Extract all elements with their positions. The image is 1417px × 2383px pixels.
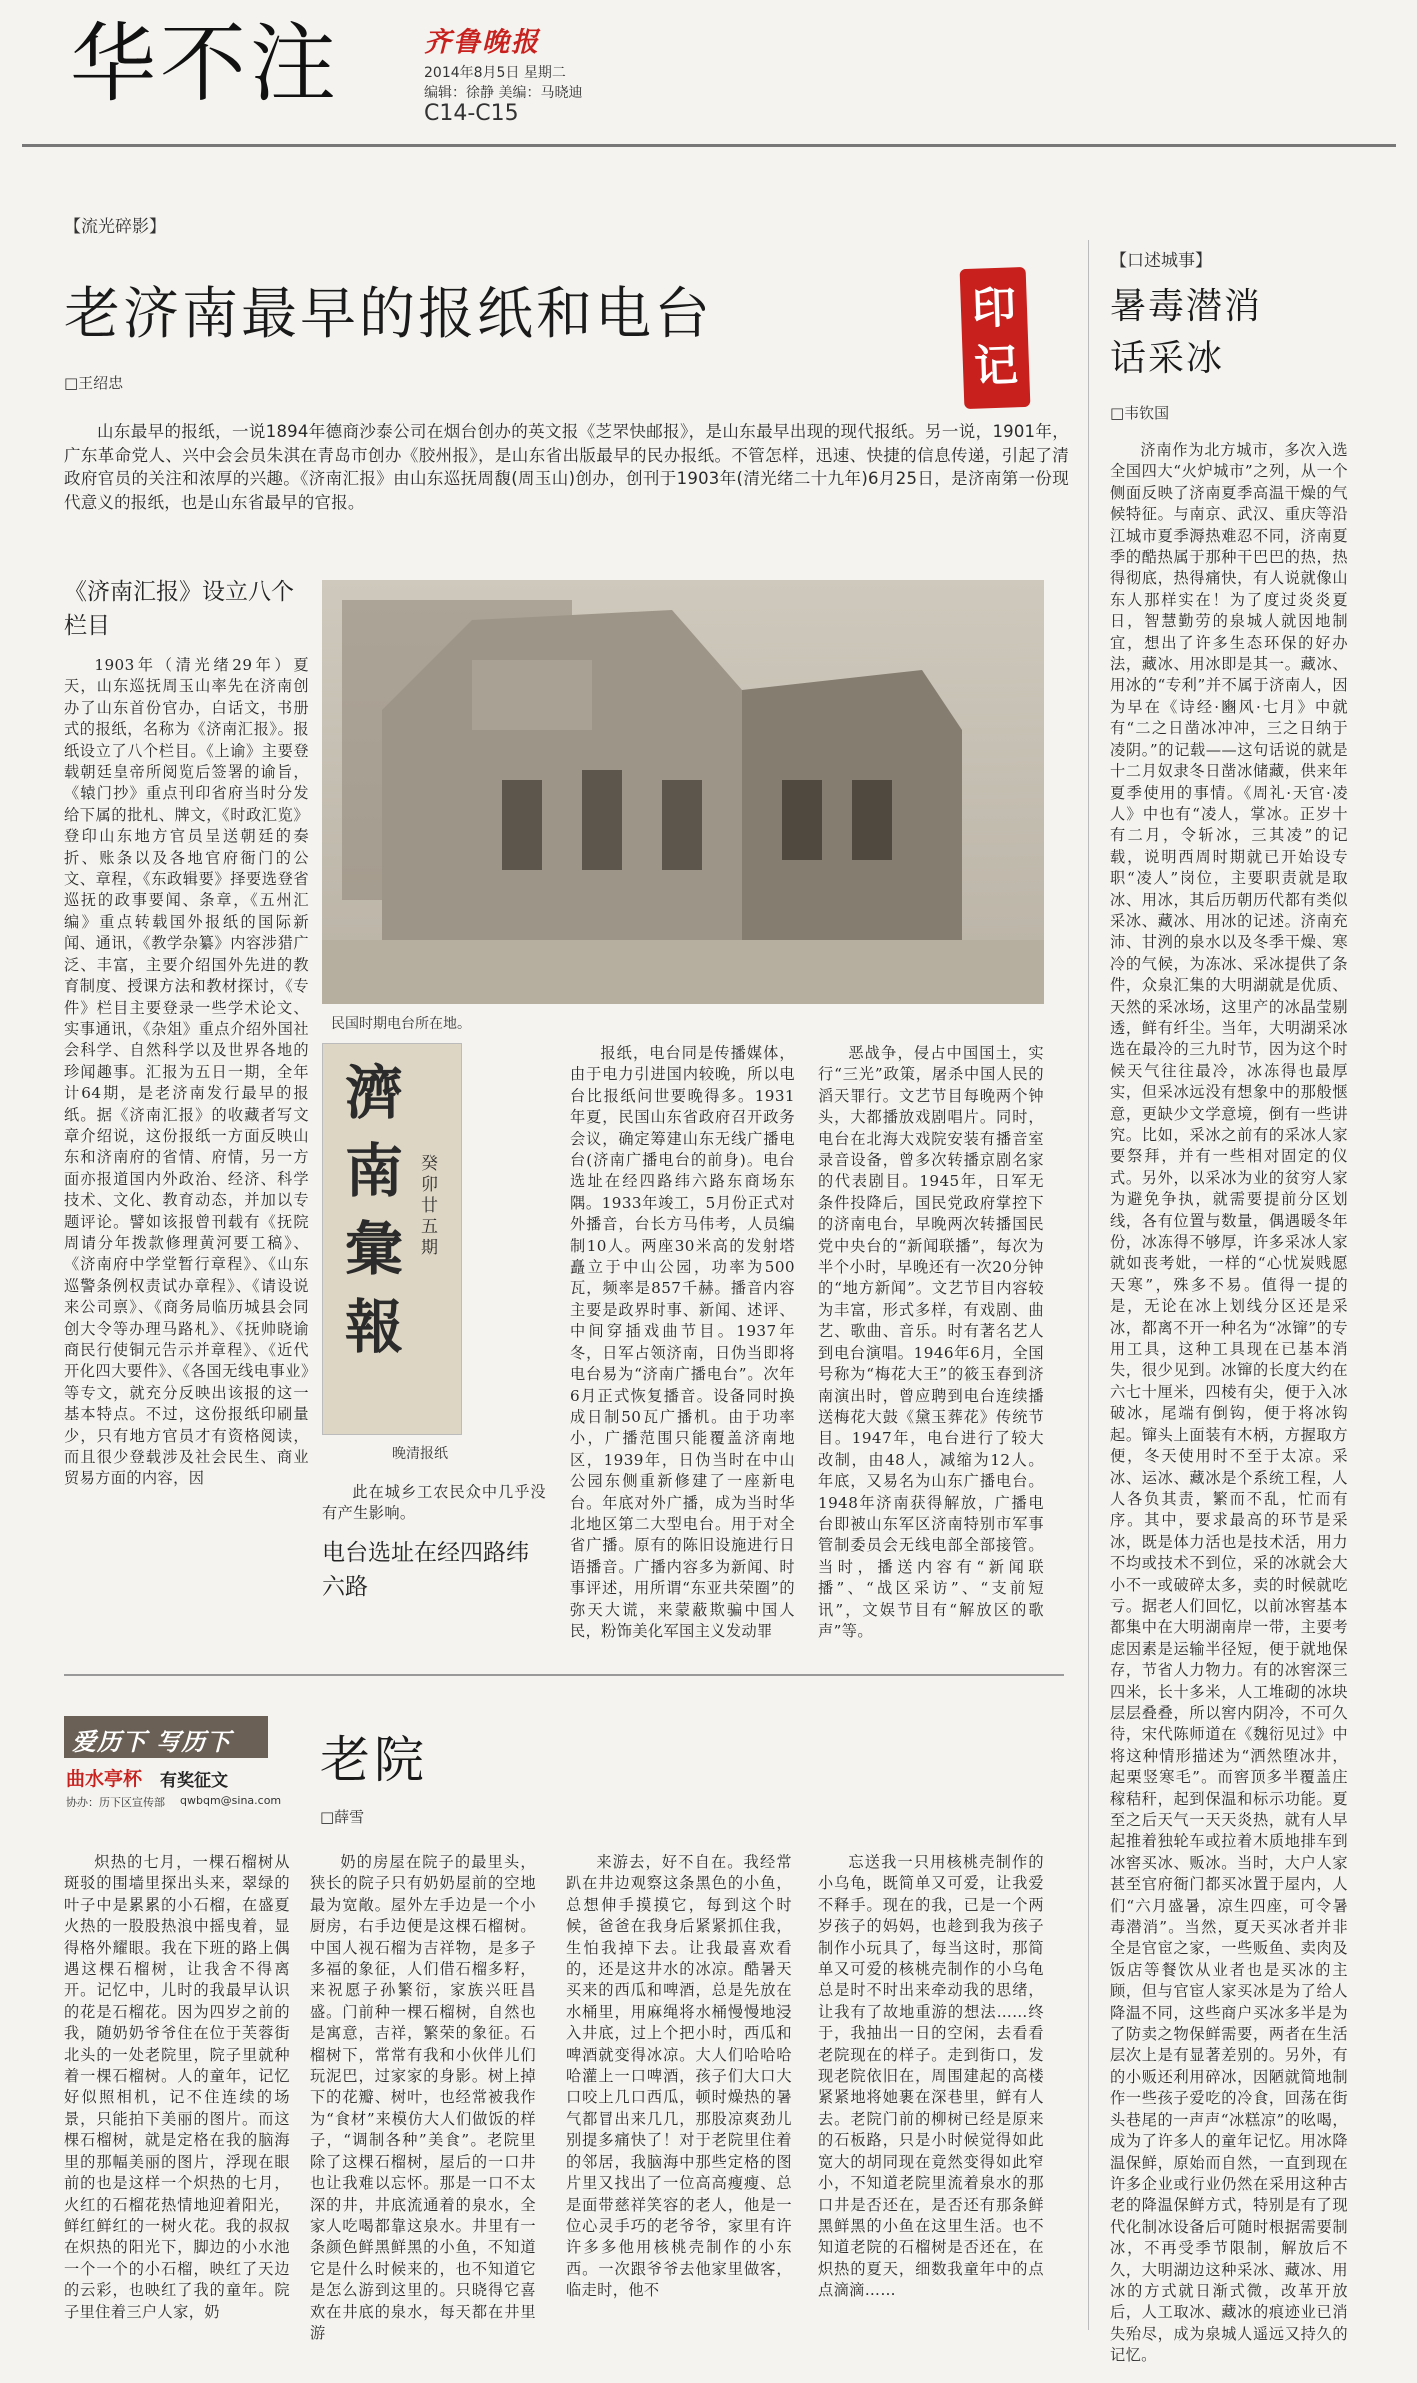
newspaper-photo bbox=[322, 1043, 462, 1435]
issue-date: 2014年8月5日 星期二 bbox=[424, 65, 566, 81]
article3-title: 老院 bbox=[320, 1731, 428, 1789]
contest-organizer: 协办：历下区宣传部 bbox=[66, 1796, 165, 1809]
article3-author: □薛雪 bbox=[320, 1808, 365, 1826]
article3-col3: 来游去，好不自在。我经常趴在井边观察这条黑色的小鱼，总想伸手摸摸它，每到这个时候，爸爸在我身后紧紧抓住我，生怕我掉下去。让我最喜欢看的，还是这井水的冰凉。酷暑天买来的西瓜和啤酒，总是先放在水桶里，用麻绳将水桶慢慢地浸入井底，过上个把小时，西瓜和啤酒就变得冰凉。大人们哈哈哈哈灌上一口啤酒，孩子们大口大口咬上几口西瓜，顿时燥热的暑气都冒出来几几，那股凉爽劲儿别提多痛快了！对于老院里住着的邻居，我脑海中那些定格的图片里又找出了一位高高瘦瘦、总是面带慈祥笑容的老人，他是一位心灵手巧的老爷爷，家里有许许多多他用核桃壳制作的小东西。一次跟爷爷去他家里做客，临走时，他不 bbox=[566, 1853, 792, 2300]
article2-body: 济南作为北方城市，多次入选全国四大“火炉城市”之列，从一个侧面反映了济南夏季高温干燥的气候特征。与南京、武汉、重庆等沿江城市夏季溽热难忍不同，济南夏季的酷热属于那种干巴巴的热，热得彻底，热得痛快，有人说就像山东人那样实在！为了度过炎炎夏日，智慧勤劳的泉城人就因地制宜，想出了许多生态环保的好办法，藏冰、用冰即是其一。藏冰、用冰的“专利”并不属于济南人，因为早在《诗经·豳风·七月》中就有“二之日凿冰冲冲，三之日纳于凌阴。”的记载——这句话说的就是十二月奴隶冬日凿冰储藏，供来年夏季使用的事情。《周礼·天官·凌人》中也有“凌人，掌冰。正岁十有二月，令斩冰，三其凌”的记载，说明西周时期就已开始设专职“凌人”岗位，主要职责就是取冰、用冰，其后历朝历代都有类似采冰、藏冰、用冰的记述。济南充沛、甘洌的泉水以及冬季干燥、寒冷的气候，为冻冰、采冰提供了条件，众泉汇集的大明湖就是优质、天然的采冰场，这里产的冰晶莹剔透，鲜有纤尘。当年，大明湖采冰选在最冷的三九时节，因为这个时候天气往往最冷，冰冻得也最厚实，但采冰远没有想象中的那般惬意，更缺少文学意境，倒有一些讲究。比如，采冰之前有的采冰人家要祭拜，并有一些相对固定的仪式。另外，以采冰为业的贫穷人家为避免争执，就需要提前分区划线，各有位置与数量，偶遇暖冬年份，冰冻得不够厚，许多采冰人家就如丧考妣，一样的“心忧炭贱愿天寒”，殊多不易。值得一提的是，无论在冰上划线分区还是采冰，都离不开一种名为“冰镩”的专用工具，这种工具现在已基本消失，很少见到。冰镩的长度大约在六七十厘米，四棱有尖，便于入冰破冰，尾端有倒钩，便于将冰钩起。镩头上面装有木柄，方握取方便，冬天使用时不至于太凉。采冰、运冰、藏冰是个系统工程，人人各负其责，繁而不乱，忙而有序。其中，要求最高的环节是采冰，既是体力活也是技术活，用力不均或技术不到位，采的冰就会大小不一或破碎太多，卖的时候就吃亏。据老人们回忆，以前冰窖基本都集中在大明湖南岸一带，主要考虑因素是运输半径短，便于就地保存，节省人力物力。有的冰窖深三四米，长十多米，人工堆砌的冰块层层叠叠，所以窖内阴冷，不可久待，宋代陈师道在《魏衍见过》中将这种情形描述为“洒然堕冰井，起栗竖寒毛”。而窖顶多半覆盖庄稼秸秆，起到保温和标示功能。夏至之后天气一天天炎热，就有人早起推着独轮车或拉着木质地排车到冰窖买冰、贩冰。当时，大户人家甚至官府衙门都买冰置于屋内，人们“六月盛暑，凉生四座，可令暑毒潜消”。当然，夏天买冰者并非全是官宦之家，一些贩鱼、卖肉及饭店等餐饮从业者也是买冰的主顾，但与官宦人家买冰是为了给人降温不同，这些商户买冰多半是为了防卖之物保鲜需要，两者在生活层次上是有显著差别的。另外，有的小贩还利用碎冰，因陋就简地制作一些孩子爱吃的冷食，回荡在街头巷尾的一声声“冰糕凉”的吆喝，成为了许多人的童年记忆。用冰降温保鲜，原始而自然，一直到现在许多企业或行业仍然在采用这种古老的降温保鲜方式，特别是有了现代化制冰设备后可随时根据需要制冰，不再受季节限制，解放后不久，大明湖边这种采冰、藏冰、用冰的方式就日渐式微，改革开放后，人工取冰、藏冰的痕迹业已消失殆尽，成为泉城人遥远又持久的记忆。 bbox=[1110, 441, 1348, 2365]
article1-tag: 【流光碎影】 bbox=[64, 217, 166, 237]
seal-char-2: 记 bbox=[973, 340, 1019, 393]
photo2-caption: 晚清报纸 bbox=[392, 1446, 448, 1462]
photo1-caption: 民国时期电台所在地。 bbox=[331, 1016, 471, 1032]
editor-credits: 编辑：徐静 美编：马晓迪 bbox=[424, 85, 583, 101]
article1-col1: 1903年（清光绪29年）夏天，山东巡抚周玉山率先在济南创办了山东首份官办，白话文，书册式的报纸，名称为《济南汇报》。报纸设立了八个栏目。《上谕》主要登载朝廷皇帝所阅览后签署的谕旨，《辕门抄》重点刊印省府当时分发给下属的批札、牌文，《时政汇览》登印山东地方官员呈送朝廷的奏折、账条以及各地官府衙门的公文、章程，《东政辑要》择要选登省巡抚的政事要闻、条章，《五州汇编》重点转载国外报纸的国际新闻、通讯，《教学杂纂》内容涉猎广泛、丰富，主要介绍国外先进的教育制度、授课方法和教材探讨，《专件》栏目主要登录一些学术论文、实事通讯，《杂俎》重点介绍外国社会科学、自然科学以及世界各地的珍闻趣事。汇报为五日一期，全年计64期，是老济南发行最早的报纸。据《济南汇报》的收藏者写文章介绍说，这份报纸一方面反映山东和济南府的省情、府情，另一方面亦报道国内外政治、经济、科学技术、文化、教育动态，并加以专题评论。譬如该报曾刊载有《抚院周请分年拨款修理黄河要工稿》、《济南府中学堂暂行章程》、《山东巡警条例权责试办章程》、《请设说来公司禀》、《商务局临历城县会同创大令等办理马路札》、《抚帅晓谕商民行使铜元告示并章程》、《近代开化四大要件》、《各国无线电事业》等专文，就充分反映出该报的这一基本特点。不过，这份报纸印刷量少，只有地方官员才有资格阅读，而且很少登载涉及社会民生、商业贸易方面的内容，因 bbox=[64, 656, 309, 1488]
section-rule bbox=[64, 1674, 1064, 1676]
paper-logo: 齐鲁晚报 bbox=[424, 27, 540, 58]
contest-subtitle: 有奖征文 bbox=[160, 1771, 228, 1791]
page-range: C14-C15 bbox=[424, 101, 519, 126]
radio-station-photo bbox=[322, 580, 1044, 1004]
article2-title-line2: 话采冰 bbox=[1110, 338, 1225, 379]
article1-subhead1: 《济南汇报》设立八个栏目 bbox=[64, 579, 294, 639]
article2-author: □韦钦国 bbox=[1110, 404, 1170, 422]
article1-author: □王绍忠 bbox=[64, 374, 124, 392]
contest-banner bbox=[64, 1716, 268, 1758]
contest-email[interactable]: qwbqm@sina.com bbox=[180, 1794, 282, 1807]
newspaper-cover-issue: 癸卯廿五期 bbox=[421, 1154, 438, 1258]
article1-col2a: 此在城乡工农民众中几乎没有产生影响。 bbox=[322, 1483, 546, 1523]
article2-tag: 【口述城事】 bbox=[1110, 251, 1212, 271]
building-illustration bbox=[322, 580, 1044, 1004]
section-title: 华不注 bbox=[70, 14, 340, 114]
masthead bbox=[0, 0, 1417, 145]
article1-subhead2: 电台选址在经四路纬六路 bbox=[322, 1540, 529, 1600]
article3-col4: 忘送我一只用核桃壳制作的小乌龟，既简单又可爱，让我爱不释手。现在的我，已是一个两岁孩子的妈妈，也趁到我为孩子制作小玩具了，每当这时，那简单又可爱的核桃壳制作的小乌龟总是时不时出来牵动我的思绪，让我有了故地重游的想法……终于，我抽出一日的空闲，去看看老院现在的样子。走到街口，发现老院依旧在，周围建起的高楼紧紧地将她裹在深巷里，鲜有人去。老院门前的柳树已经是原来的石板路，只是小时候觉得如此宽大的胡同现在竟然变得如此窄小，不知道老院里流着泉水的那口井是否还在，是否还有那条鲜黑鲜黑的小鱼在这里生活。也不知道老院的石榴树是否还在，在炽热的夏天，细数我童年中的点点滴滴…… bbox=[818, 1853, 1044, 2300]
seal-stamp bbox=[960, 267, 1031, 409]
contest-title: 曲水亭杯 bbox=[66, 1768, 143, 1790]
article1-lead: 山东最早的报纸，一说1894年德商沙泰公司在烟台创办的英文报《芝罘快邮报》，是山东最早出现的现代报纸。另一说，1901年，广东革命党人、兴中会会员朱淇在青岛市创办《胶州报》，是山东省出版最早的民办报纸。不管怎样，迅速、快捷的信息传递，引起了清政府官员的关注和浓厚的兴趣。《济南汇报》由山东巡抚周馥(周玉山)创办，创刊于1903年(清光绪二十九年)6月25日，是济南第一份现代意义的报纸，也是山东省最早的官报。 bbox=[64, 422, 1069, 512]
article3-col2: 奶的房屋在院子的最里头，狭长的院子只有奶奶屋前的空地最为宽敞。屋外左手边是一个小厨房，右手边便是这棵石榴树。中国人视石榴为吉祥物，是多子多福的象征，人们借石榴多籽，来祝愿子孙繁衍，家族兴旺昌盛。门前种一棵石榴树，自然也是寓意，吉祥，繁荣的象征。石榴树下，常常有我和小伙伴儿们玩泥巴，过家家的身影。树上掉下的花瓣、树叶，也经常被我作为“食材”来模仿大人们做饭的样子，“调制各种”美食”。老院里除了这棵石榴树，屋后的一口井也让我难以忘怀。那是一口不太深的井，井底流通着的泉水，全家人吃喝都靠这泉水。井里有一条颜色鲜黑鲜黑的小鱼，不知道它是什么时候来的，也不知道它是怎么游到这里的。只晓得它喜欢在井底的泉水，每天都在井里游 bbox=[310, 1853, 536, 2342]
seal-char-1: 印 bbox=[971, 282, 1017, 335]
newspaper-cover-title: 濟南彙報 bbox=[345, 1059, 404, 1361]
masthead-rule bbox=[22, 144, 1396, 147]
contest-badge bbox=[64, 1716, 282, 1818]
contest-slogan: 爱历下 写历下 bbox=[72, 1727, 232, 1756]
article1-title: 老济南最早的报纸和电台 bbox=[64, 282, 713, 347]
column-divider bbox=[1088, 240, 1089, 2330]
article1-col2b: 报纸，电台同是传播媒体，由于电力引进国内较晚，所以电台比报纸问世要晚得多。1931年夏，民国山东省政府召开政务会议，确定筹建山东无线广播电台(济南广播电台的前身)。电台选址在经四路纬六路东商场东隅。1933年竣工，5月份正式对外播音，台长方马伟考，人员编制10人。两座30米高的发射塔矗立于中山公园，功率为500瓦，频率是857千赫。播音内容主要是政界时事、新闻、述评、中间穿插戏曲节目。1937年冬，日军占领济南，日伪当即将电台易为“济南广播电台”。次年6月正式恢复播音。设备同时换成日制50瓦广播机。由于功率小，广播范围只能覆盖济南地区，1939年，日伪当时在中山公园东侧重新修建了一座新电台。年底对外广播，成为当时华北地区第二大型电台。用于对全省广播。原有的陈旧设施进行日语播音。广播内容多为新闻、时事评述，用所谓“东亚共荣圈”的弥天大谎，来蒙蔽欺骗中国人民，粉饰美化军国主义发动罪 bbox=[570, 1044, 795, 1640]
article3-col1: 炽热的七月，一棵石榴树从斑驳的围墙里探出头来，翠绿的叶子中是累累的小石榴，在盛夏火热的一股股热浪中摇曳着，显得格外耀眼。我在下班的路上偶遇这棵石榴树，让我舍不得离开。记忆中，儿时的我最早认识的花是石榴花。因为四岁之前的我，随奶奶爷爷住在位于芙蓉街北头的一处老院里，院子里就种着一棵石榴树。人的童年，记忆好似照相机，记不住连续的场景，只能拍下美丽的图片。而这棵石榴树，就是定格在我的脑海里的那幅美丽的图片，浮现在眼前的也是这样一个炽热的七月，火红的石榴花热情地迎着阳光，鲜红鲜红的一树火花。我的叔叔在炽热的阳光下，脚边的小水池一个一个的小石榴，映红了天边的云彩，也映红了我的童年。院子里住着三户人家，奶 bbox=[64, 1853, 290, 2321]
article1-col3: 恶战争，侵占中国国土，实行“三光”政策，屠杀中国人民的滔天罪行。文艺节目每晚两个钟头，大都播放戏剧唱片。同时，电台在北海大戏院安装有播音室录音设备，曾多次转播京剧名家的代表剧目。1945年，日军无条件投降后，国民党政府掌控下的济南电台，早晚两次转播国民党中央台的“新闻联播”，每次为半个小时，早晚还有一次20分钟的“地方新闻”。文艺节目内容较为丰富，形式多样，有戏剧、曲艺、歌曲、音乐。时有著名艺人到电台演唱。1946年6月，全国号称为“梅花大王”的筱玉春到济南演出时，曾应聘到电台连续播送梅花大鼓《黛玉葬花》传统节目。1947年，电台进行了较大改制，由48人，减缩为12人。年底，又易名为山东广播电台。1948年济南获得解放，广播电台即被山东军区济南特别市军事管制委员会无线电部全部接管。当时，播送内容有“新闻联播”、“战区采访”、“支前短讯”，文娱节目有“解放区的歌声”等。 bbox=[818, 1044, 1044, 1640]
article2-title-line1: 暑毒潜消 bbox=[1110, 286, 1263, 327]
